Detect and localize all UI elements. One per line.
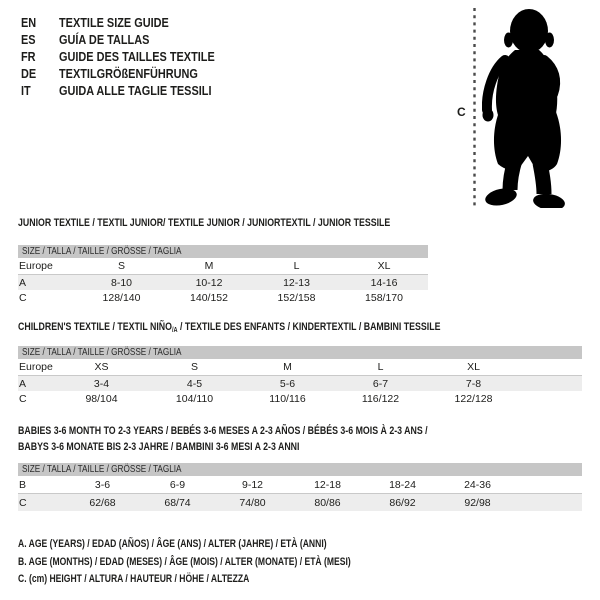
footnote-b: B. AGE (MONTHS) / EDAD (MESES) / ÂGE (MOIS) / ALTER (MONATE) / ETÀ (MESI) — [18, 555, 351, 568]
size-cell: 18-24 — [365, 476, 440, 494]
size-cell: 158/170 — [365, 291, 403, 304]
size-cell: 3-4 — [93, 377, 110, 390]
language-title: GUIDA ALLE TAGLIE TESSILI — [59, 83, 212, 98]
language-title: TEXTILGRÖßENFÜHRUNG — [59, 66, 198, 81]
babies-size-table — [18, 476, 582, 511]
language-row-fr — [21, 48, 244, 65]
size-cell: XS — [55, 359, 148, 376]
language-row-de — [21, 65, 244, 82]
spacer-cell — [515, 476, 582, 494]
language-legend — [21, 14, 244, 99]
junior-table — [18, 245, 428, 305]
spacer-cell — [520, 376, 582, 392]
size-cell: 128/140 — [102, 291, 141, 304]
nino-a-subscript: /A — [171, 327, 178, 334]
size-cell: 68/74 — [164, 496, 191, 509]
size-cell: 7-8 — [465, 377, 482, 390]
size-cell: 4-5 — [186, 377, 203, 390]
table-row-height — [18, 391, 582, 406]
footnote-c: C. (cm) HEIGHT / ALTURA / HAUTEUR / HÖHE / ALTEZZA — [18, 573, 250, 586]
size-cell: L — [253, 258, 340, 275]
footnotes — [18, 536, 445, 589]
table-row-europe — [18, 359, 582, 376]
size-cell: 14-16 — [370, 276, 398, 289]
size-cell: 8-10 — [110, 276, 132, 289]
size-cell: 62/68 — [89, 496, 116, 509]
spacer-cell — [520, 359, 582, 376]
language-title: GUÍA DE TALLAS — [59, 32, 150, 47]
size-cell: 80/86 — [314, 496, 341, 509]
language-code: EN — [21, 15, 37, 30]
table-row-age — [18, 376, 582, 392]
size-header-bar: SIZE / TALLA / TAILLE / GRÖSSE / TAGLIA — [18, 346, 582, 359]
junior-size-table — [18, 258, 428, 305]
children-size-table — [18, 359, 582, 406]
size-cell: 92/98 — [464, 496, 491, 509]
row-label-cell: A — [19, 276, 27, 289]
children-table — [18, 346, 582, 406]
language-code: ES — [21, 32, 36, 47]
language-row-it — [21, 82, 244, 99]
table-row-height — [18, 494, 582, 512]
size-cell: 9-12 — [215, 476, 290, 494]
height-marker-label: C — [457, 105, 466, 119]
size-cell: 140/152 — [190, 291, 228, 304]
size-cell: 74/80 — [239, 496, 266, 509]
baby-silhouette-icon — [482, 8, 574, 208]
size-cell: 5-6 — [279, 377, 296, 390]
table-row-europe — [18, 258, 428, 275]
language-title: TEXTILE SIZE GUIDE — [59, 15, 169, 30]
size-cell: L — [334, 359, 427, 376]
language-code: IT — [21, 83, 31, 98]
row-label-cell: Europe — [18, 359, 55, 376]
size-header-bar: SIZE / TALLA / TAILLE / GRÖSSE / TAGLIA — [18, 245, 428, 258]
size-cell: 116/122 — [361, 392, 400, 405]
row-label-cell: B — [18, 476, 65, 494]
table-row-age — [18, 275, 428, 291]
size-cell: 12-13 — [283, 276, 310, 289]
size-cell: 86/92 — [389, 496, 416, 509]
row-label-cell: C — [19, 291, 27, 304]
language-row-en — [21, 14, 244, 31]
table-row-age-months — [18, 476, 582, 494]
size-header-bar: SIZE / TALLA / TAILLE / GRÖSSE / TAGLIA — [18, 463, 582, 476]
junior-table-title: JUNIOR TEXTILE / TEXTIL JUNIOR/ TEXTILE JUNIOR / JUNIORTEXTIL / JUNIOR TESSILE — [18, 217, 391, 229]
size-cell: 6-7 — [372, 377, 389, 390]
size-cell: XL — [340, 258, 428, 275]
size-cell: M — [165, 258, 253, 275]
spacer-cell — [520, 391, 582, 406]
size-cell: 24-36 — [440, 476, 515, 494]
size-cell: 10-12 — [195, 276, 223, 289]
language-code: DE — [21, 66, 37, 81]
row-label-cell: C — [19, 496, 27, 509]
row-label-cell: C — [19, 392, 27, 405]
height-dashed-line — [472, 8, 477, 207]
language-row-es — [21, 31, 244, 48]
language-title: GUIDE DES TAILLES TEXTILE — [59, 49, 215, 64]
size-cell: 98/104 — [85, 392, 118, 405]
size-cell: 3-6 — [65, 476, 140, 494]
size-cell: 104/110 — [175, 392, 214, 405]
row-label-cell: A — [19, 377, 27, 390]
table-row-height — [18, 290, 428, 305]
babies-table-title: BABIES 3-6 MONTH TO 2-3 YEARS / BEBÉS 3-6 MESES A 2-3 AÑOS / BÉBÉS 3-6 MOIS À 2-3 ANS / BABYS 3-6 MONATE BIS 2-3 JAHRE / BAMBINI 3-6 MESI A 2-3 ANNI — [18, 425, 428, 453]
children-table-title: CHILDREN'S TEXTILE / TEXTIL $NIÑO_{/A}$ / TEXTILE DES ENFANTS / KINDERTEXTIL / BAMBINI TESSILE — [18, 321, 441, 334]
babies-table — [18, 463, 582, 511]
row-label-cell: Europe — [18, 258, 78, 275]
footnote-a: A. AGE (YEARS) / EDAD (AÑOS) / ÂGE (ANS) / ALTER (JAHRE) / ETÀ (ANNI) — [18, 538, 327, 550]
language-code: FR — [21, 49, 36, 64]
size-cell: S — [148, 359, 241, 376]
size-cell: 12-18 — [290, 476, 365, 494]
spacer-cell — [515, 494, 582, 512]
size-cell: M — [241, 359, 334, 376]
size-cell: 152/158 — [277, 291, 316, 304]
size-cell: 110/116 — [269, 392, 306, 405]
size-cell: S — [78, 258, 165, 275]
size-cell: XL — [427, 359, 520, 376]
size-cell: 6-9 — [140, 476, 215, 494]
size-cell: 122/128 — [454, 392, 493, 405]
